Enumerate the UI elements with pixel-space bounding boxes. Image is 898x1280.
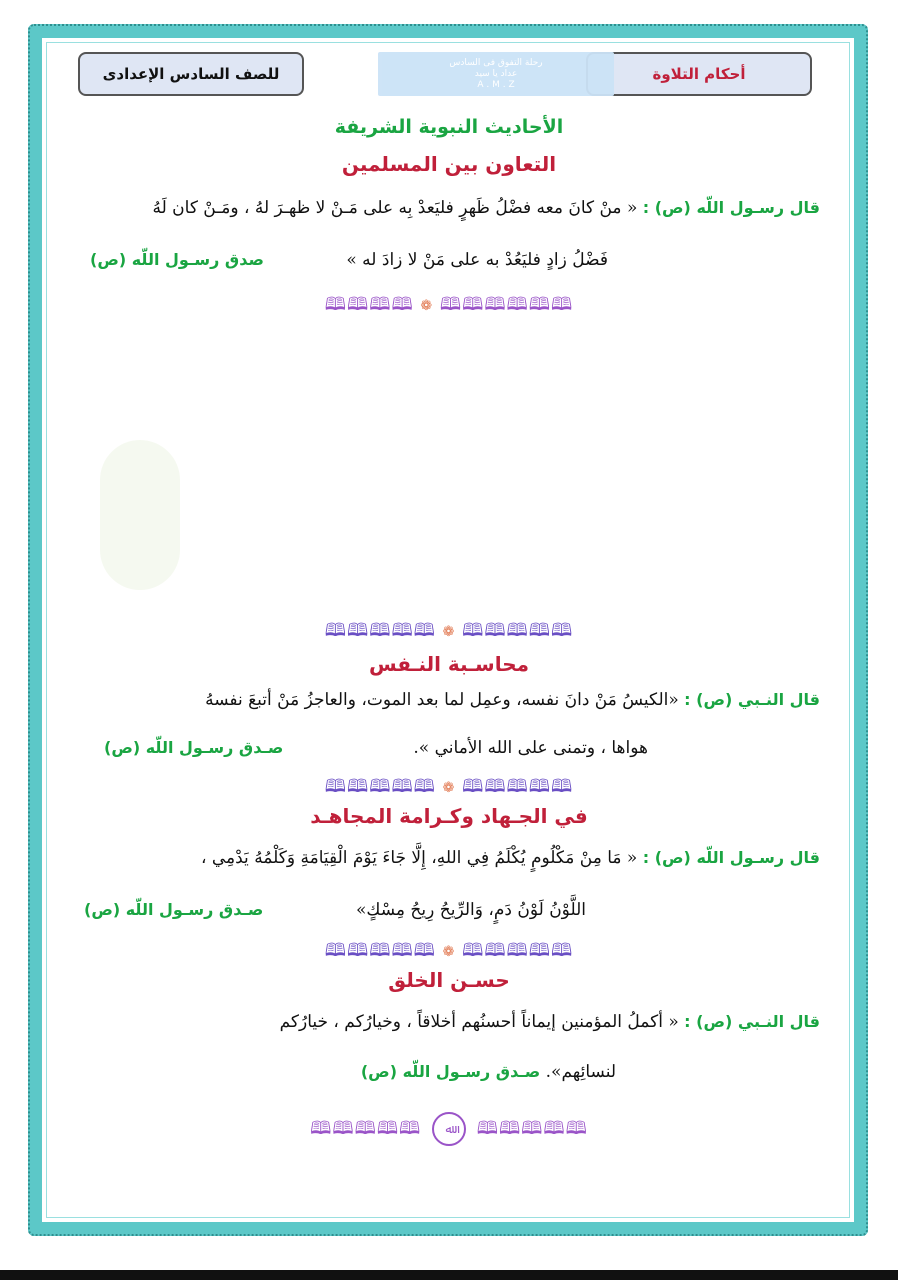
book-icon: 🕮🕮🕮🕮🕮 [462, 620, 574, 641]
divider-2 [0, 618, 898, 648]
bottom-bar [0, 1270, 898, 1280]
hadith-3-text1: « مَا مِنْ مَكْلُومٍ يُكْلَمُ فِي اللهِ، إِلَّا جَاءَ يَوْمَ الْقِيَامَةِ وَكَلْمُهُ يَدْمِي ، [200, 848, 638, 868]
hadith-4-speaker: قال النـبي (ص) : [684, 1012, 820, 1031]
page-title: الأحاديث النبوية الشريفة [334, 116, 564, 138]
book-icon: 🕮🕮🕮🕮🕮 [324, 776, 436, 797]
watermark [378, 52, 614, 96]
hadith-4-line1 [78, 1012, 820, 1032]
hadith-1-closing: صدق رسـول اللّه (ص) [90, 250, 264, 269]
divider-1 [0, 292, 898, 322]
hadith-4-text2: لنسائِهم». [545, 1062, 616, 1082]
hadith-4-text2-row [361, 1062, 616, 1082]
subject-label: أحكام التلاوة [586, 52, 812, 96]
divider-3 [0, 774, 898, 804]
section-heading-good-character: حسـن الخلق [388, 968, 510, 992]
hadith-3-closing: صـدق رسـول اللّه (ص) [84, 900, 264, 919]
hadith-3-line1 [78, 848, 820, 868]
hadith-1-text1: « منْ كانَ معه فضْلُ ظَهرٍ فليَعدْ بِه على مَـنْ لا ظهـرَ لهُ ، ومَـنْ كان لَهُ [152, 198, 638, 218]
seal-icon: ❁ [420, 298, 434, 314]
divider-5 [0, 1112, 898, 1146]
book-icon: 🕮🕮🕮🕮🕮 [476, 1118, 588, 1139]
hadith-4-text1: « أكملُ المؤمنين إيماناً أحسنُهم أخلاقاً ، وخيارُكم ، خيارُكم [279, 1012, 679, 1032]
section-heading-jihad: في الجـهاد وكـرامة المجاهـد [310, 804, 588, 828]
book-icon: 🕮🕮🕮🕮🕮 [324, 940, 436, 961]
header-bar [78, 52, 812, 96]
hadith-2-text2: هواها ، وتمنى على الله الأماني ». [413, 738, 648, 758]
hadith-1-text2: فَضْلُ زادٍ فليَعُدْ به على مَنْ لا زادَ له » [346, 250, 608, 270]
watermark-line2: عداد يا سيد [474, 68, 518, 79]
hadith-1-speaker: قال رسـول اللّه (ص) : [642, 198, 820, 217]
seal-icon: ❁ [442, 944, 456, 960]
hadith-4-closing: صـدق رسـول اللّه (ص) [360, 1062, 541, 1081]
watermark-line1: رحلة التفوق فى السادس [449, 57, 543, 68]
watermark-line3: A . M . Z [477, 79, 515, 90]
book-icon: 🕮🕮🕮🕮🕮🕮 [439, 294, 574, 315]
book-icon: 🕮🕮🕮🕮🕮 [310, 1118, 422, 1139]
hadith-3-text2: اللَّوْنُ لَوْنُ دَمٍ، وَالرِّيحُ رِيحُ مِسْكٍ» [356, 900, 586, 920]
hadith-1-line1 [78, 198, 820, 218]
hadith-3-speaker: قال رسـول اللّه (ص) : [642, 848, 820, 867]
section-heading-self-accounting: محاسـبة النـفس [368, 652, 530, 676]
blank-area-mark [100, 440, 180, 590]
book-icon: 🕮🕮🕮🕮🕮 [324, 620, 436, 641]
hadith-2-text1: «الكيسُ مَنْ دانَ نفسه، وعمِل لما بعد الموت، والعاجزُ مَنْ أتبعَ نفسهُ [205, 690, 679, 710]
seal-icon: ❁ [442, 624, 456, 640]
hadith-2-closing: صـدق رسـول اللّه (ص) [104, 738, 284, 757]
section-heading-cooperation: التعاون بين المسلمين [341, 152, 557, 176]
hadith-2-speaker: قال النـبي (ص) : [684, 690, 820, 709]
hadith-2-line1 [78, 690, 820, 710]
book-icon: 🕮🕮🕮🕮🕮 [462, 940, 574, 961]
book-icon: 🕮🕮🕮🕮 [324, 294, 414, 315]
divider-4 [0, 938, 898, 968]
book-icon: 🕮🕮🕮🕮🕮 [462, 776, 574, 797]
grade-label: للصف السادس الإعدادى [78, 52, 304, 96]
seal-icon: ❁ [442, 780, 456, 796]
allah-seal-icon: ﷲ [432, 1112, 466, 1146]
